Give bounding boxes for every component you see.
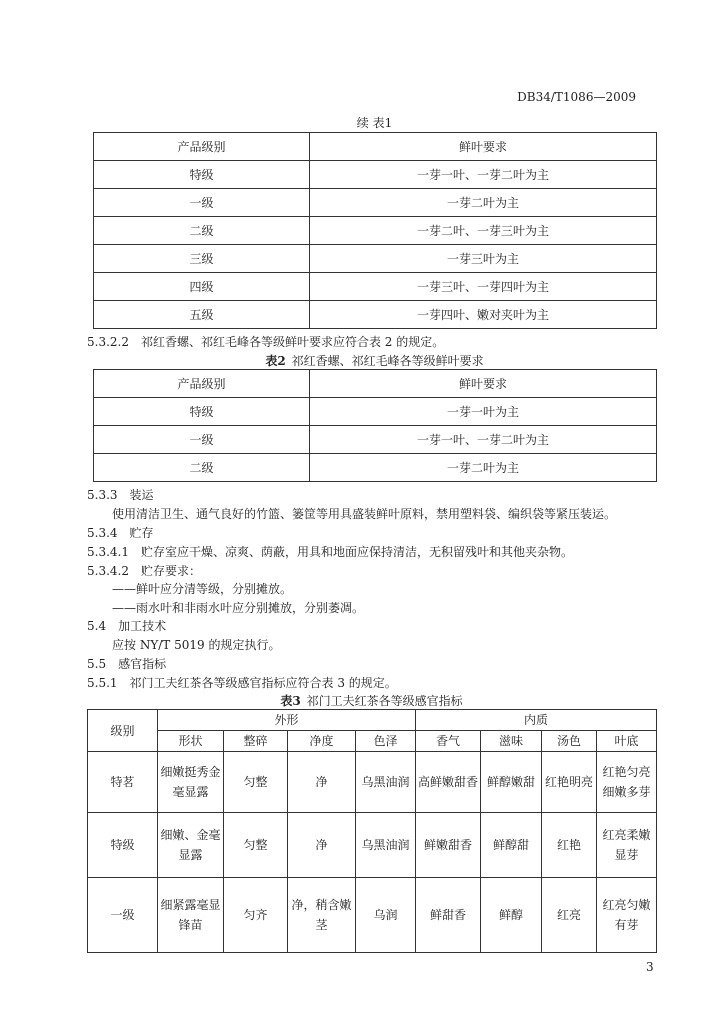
- table3-label: 表3: [280, 694, 301, 708]
- table-row: [94, 245, 657, 273]
- table3-cell: 净: [288, 752, 356, 813]
- clause-5-5-title: 5.5 感官指标: [87, 657, 167, 671]
- table3-cell: 红艳明亮: [542, 752, 597, 813]
- table2-cell: 二级: [94, 454, 310, 482]
- table3-level-cell: 一级: [88, 878, 158, 953]
- table2-header-cell: 产品级别: [94, 370, 310, 398]
- table1-header-cell: 鲜叶要求: [310, 133, 657, 161]
- table3-cell: 鲜醇嫩甜: [481, 752, 542, 813]
- table2-cell: 一芽一叶为主: [310, 398, 657, 426]
- table3-cell: 红亮柔嫩显芽: [597, 813, 657, 878]
- table3-cell: 红艳匀亮细嫩多芽: [597, 752, 657, 813]
- table3-cell: 乌黑油润: [356, 752, 416, 813]
- table1-cell: 一芽二叶为主: [310, 189, 657, 217]
- table2-cell: 一级: [94, 426, 310, 454]
- table-row: [94, 189, 657, 217]
- table3-subheader-cell: 汤色: [542, 731, 597, 752]
- table-row: [94, 273, 657, 301]
- clause-5-3-4-title: 5.3.4 贮存: [87, 526, 154, 540]
- clause-5-3-4-1: 5.3.4.1 贮存室应干燥、凉爽、荫蔽，用具和地面应保持清洁，无积留残叶和其他夹杂物。: [87, 545, 573, 559]
- table3-cell: 乌润: [356, 878, 416, 953]
- table1-cell: 一芽二叶、一芽三叶为主: [310, 217, 657, 245]
- table3-cell: 净，稍含嫩茎: [288, 878, 356, 953]
- table2-cell: 特级: [94, 398, 310, 426]
- document-code: DB34/T1086—2009: [517, 90, 636, 104]
- table3-level-header: 级别: [88, 710, 158, 752]
- table1-cell: 四级: [94, 273, 310, 301]
- clause-5-3-3-title: 5.3.3 装运: [87, 488, 154, 502]
- table1-cell: 一芽三叶、一芽四叶为主: [310, 273, 657, 301]
- table-row: [94, 301, 657, 329]
- table3-cell: 鲜醇: [481, 878, 542, 953]
- table3-group-inner: 内质: [416, 710, 657, 731]
- table3-subheader-cell: 净度: [288, 731, 356, 752]
- table1-cell: 三级: [94, 245, 310, 273]
- table-row: [88, 752, 657, 813]
- table3-group-header-row: [88, 710, 657, 731]
- table-row: [88, 878, 657, 953]
- table2-header-cell: 鲜叶要求: [310, 370, 657, 398]
- table3-subheader-cell: 色泽: [356, 731, 416, 752]
- table1-cell: 一芽四叶、嫩对夹叶为主: [310, 301, 657, 329]
- table3-subheader-cell: 叶底: [597, 731, 657, 752]
- table3-cell: 红亮: [542, 878, 597, 953]
- clause-5-5-1: 5.5.1 祁门工夫红茶各等级感官指标应符合表 3 的规定。: [87, 676, 397, 690]
- table3-level-cell: 特茗: [88, 752, 158, 813]
- table3: [87, 709, 657, 953]
- table3-cell: 细嫩、金毫显露: [158, 813, 224, 878]
- table3-cell: 鲜嫩甜香: [416, 813, 481, 878]
- table3-title: 祁门工夫红茶各等级感官指标: [306, 694, 463, 708]
- table3-cell: 细嫩挺秀金毫显露: [158, 752, 224, 813]
- table3-subheader-cell: 整碎: [224, 731, 288, 752]
- clause-5-3-2-2: 5.3.2.2 祁红香螺、祁红毛峰各等级鲜叶要求应符合表 2 的规定。: [87, 335, 445, 349]
- table2-cell: 一芽一叶、一芽二叶为主: [310, 426, 657, 454]
- table-row: [94, 161, 657, 189]
- table1-cell: 一芽一叶、一芽二叶为主: [310, 161, 657, 189]
- table3-cell: 细紧露毫显锋苗: [158, 878, 224, 953]
- table1-cell: 一级: [94, 189, 310, 217]
- clause-5-3-4-2: 5.3.4.2 贮存要求：: [87, 564, 201, 578]
- table-row: [88, 813, 657, 878]
- list-item: ——鲜叶应分清等级，分别摊放。: [112, 582, 293, 596]
- table1-header-cell: 产品级别: [94, 133, 310, 161]
- table-row: [94, 454, 657, 482]
- table3-subheader-cell: 形状: [158, 731, 224, 752]
- page-number: 3: [646, 960, 654, 974]
- table3-cell: 净: [288, 813, 356, 878]
- table3-cell: 匀整: [224, 752, 288, 813]
- table3-cell: 高鲜嫩甜香: [416, 752, 481, 813]
- list-item: ——雨水叶和非雨水叶应分别摊放，分别萎凋。: [112, 601, 365, 615]
- table3-subheader-cell: 香气: [416, 731, 481, 752]
- table1-cell: 特级: [94, 161, 310, 189]
- clause-5-3-3-text: 使用清洁卫生、通气良好的竹篮、篓筐等用具盛装鲜叶原料，禁用塑料袋、编织袋等紧压装运。: [112, 507, 617, 521]
- table3-level-cell: 特级: [88, 813, 158, 878]
- table-row: [94, 426, 657, 454]
- table1: [93, 132, 657, 329]
- table3-group-outer: 外形: [158, 710, 416, 731]
- table-row: [94, 217, 657, 245]
- table1-cell: 五级: [94, 301, 310, 329]
- table2-cell: 一芽二叶为主: [310, 454, 657, 482]
- table2: [93, 369, 657, 482]
- table1-header-row: [94, 133, 657, 161]
- table3-cell: 红艳: [542, 813, 597, 878]
- table3-cell: 乌黑油润: [356, 813, 416, 878]
- table3-subheader-cell: 滋味: [481, 731, 542, 752]
- clause-5-4-text: 应按 NY/T 5019 的规定执行。: [112, 638, 281, 652]
- table3-cell: 鲜甜香: [416, 878, 481, 953]
- table3-cell: 匀整: [224, 813, 288, 878]
- clause-5-4-title: 5.4 加工技术: [87, 619, 167, 633]
- table3-cell: 鲜醇甜: [481, 813, 542, 878]
- table-row: [94, 398, 657, 426]
- table2-header-row: [94, 370, 657, 398]
- table1-cell: 二级: [94, 217, 310, 245]
- table1-caption: 续 表1: [356, 116, 393, 130]
- table2-label: 表2: [265, 354, 286, 368]
- table3-caption: [87, 692, 656, 709]
- table3-cell: 红亮匀嫩有芽: [597, 878, 657, 953]
- table2-caption: [93, 352, 656, 369]
- table2-title: 祁红香螺、祁红毛峰各等级鲜叶要求: [291, 354, 484, 368]
- table1-cell: 一芽三叶为主: [310, 245, 657, 273]
- table3-subheader-row: [88, 731, 657, 752]
- table3-cell: 匀齐: [224, 878, 288, 953]
